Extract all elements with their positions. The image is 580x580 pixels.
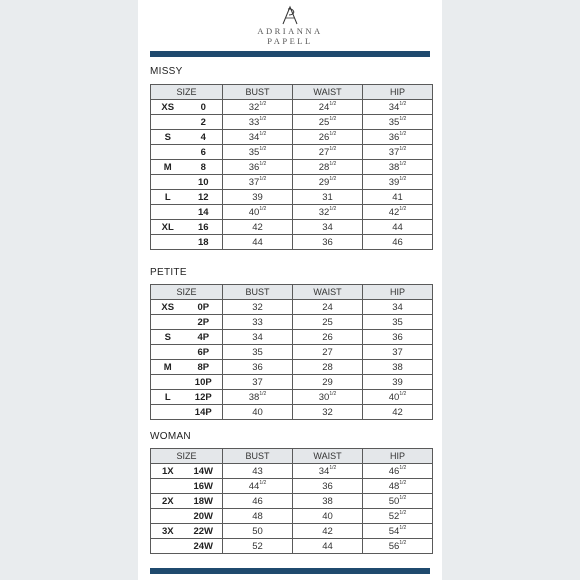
hip-fraction: 1/2 xyxy=(399,524,407,531)
bust-header: BUST xyxy=(223,285,293,300)
alpha-size-cell: 3X xyxy=(151,524,185,539)
waist-fraction: 1/2 xyxy=(329,100,337,107)
bust-value: 38 xyxy=(248,391,260,403)
hip-header: HIP xyxy=(363,449,433,464)
waist-cell xyxy=(293,464,363,479)
waist-cell xyxy=(293,205,363,220)
bust-cell xyxy=(223,509,293,524)
waist-value: 34 xyxy=(322,221,333,233)
bust-value: 32 xyxy=(252,301,263,313)
size-table-petite xyxy=(150,284,433,420)
bust-cell xyxy=(223,375,293,390)
alpha-size-cell xyxy=(151,315,185,330)
bust-value: 32 xyxy=(248,101,260,113)
alpha-size-cell xyxy=(151,479,185,494)
table-row xyxy=(151,205,433,220)
bust-value: 36 xyxy=(248,161,260,173)
bust-value: 33 xyxy=(252,316,263,328)
table-row xyxy=(151,390,433,405)
hip-value: 56 xyxy=(388,540,400,552)
bust-cell xyxy=(223,539,293,554)
bust-value: 44 xyxy=(248,480,260,492)
bust-value: 48 xyxy=(252,510,263,522)
bust-value: 46 xyxy=(252,495,263,507)
waist-value: 40 xyxy=(322,510,333,522)
hip-value: 46 xyxy=(392,236,403,248)
numeric-size-cell: 18W xyxy=(185,494,223,509)
hip-cell xyxy=(363,175,433,190)
bust-header: BUST xyxy=(223,85,293,100)
bust-value: 33 xyxy=(248,116,260,128)
hip-cell xyxy=(363,220,433,235)
hip-cell xyxy=(363,360,433,375)
alpha-size-cell xyxy=(151,539,185,554)
hip-value: 35 xyxy=(392,316,403,328)
hip-value: 42 xyxy=(392,406,403,418)
hip-cell xyxy=(363,160,433,175)
bust-value: 34 xyxy=(252,331,263,343)
table-row xyxy=(151,235,433,250)
section-title-woman: WOMAN xyxy=(150,431,191,442)
waist-cell xyxy=(293,360,363,375)
bust-cell xyxy=(223,464,293,479)
bust-fraction: 1/2 xyxy=(259,100,267,107)
bust-cell xyxy=(223,220,293,235)
bust-fraction: 1/2 xyxy=(259,390,267,397)
numeric-size-cell: 16 xyxy=(185,220,223,235)
top-divider-bar xyxy=(150,51,430,57)
hip-header: HIP xyxy=(363,285,433,300)
table-row xyxy=(151,100,433,115)
hip-cell xyxy=(363,405,433,420)
waist-value: 36 xyxy=(322,236,333,248)
waist-value: 32 xyxy=(322,406,333,418)
numeric-size-cell: 14P xyxy=(185,405,223,420)
hip-fraction: 1/2 xyxy=(399,115,407,122)
bust-cell xyxy=(223,345,293,360)
bust-cell xyxy=(223,300,293,315)
table-row xyxy=(151,360,433,375)
alpha-size-cell xyxy=(151,145,185,160)
alpha-size-cell xyxy=(151,509,185,524)
alpha-size-cell: S xyxy=(151,330,185,345)
bust-fraction: 1/2 xyxy=(259,160,267,167)
alpha-size-cell xyxy=(151,205,185,220)
hip-value: 48 xyxy=(388,480,400,492)
hip-fraction: 1/2 xyxy=(399,130,407,137)
alpha-size-cell: 1X xyxy=(151,464,185,479)
waist-cell xyxy=(293,375,363,390)
waist-cell xyxy=(293,235,363,250)
waist-fraction: 1/2 xyxy=(329,130,337,137)
hip-fraction: 1/2 xyxy=(399,494,407,501)
numeric-size-cell: 20W xyxy=(185,509,223,524)
alpha-size-cell xyxy=(151,405,185,420)
table-row xyxy=(151,315,433,330)
bust-value: 35 xyxy=(252,346,263,358)
waist-cell xyxy=(293,100,363,115)
waist-value: 29 xyxy=(322,376,333,388)
waist-value: 28 xyxy=(322,361,333,373)
bust-cell xyxy=(223,479,293,494)
waist-value: 24 xyxy=(318,101,330,113)
size-header: SIZE xyxy=(151,85,223,100)
hip-value: 34 xyxy=(388,101,400,113)
bust-value: 35 xyxy=(248,146,260,158)
waist-cell xyxy=(293,479,363,494)
alpha-size-cell: L xyxy=(151,390,185,405)
table-row xyxy=(151,345,433,360)
table-row xyxy=(151,524,433,539)
hip-cell xyxy=(363,494,433,509)
table-row xyxy=(151,405,433,420)
bust-cell xyxy=(223,190,293,205)
waist-value: 44 xyxy=(322,540,333,552)
waist-value: 28 xyxy=(318,161,330,173)
waist-value: 29 xyxy=(318,176,330,188)
bust-fraction: 1/2 xyxy=(259,115,267,122)
numeric-size-cell: 14W xyxy=(185,464,223,479)
waist-cell xyxy=(293,405,363,420)
waist-value: 38 xyxy=(322,495,333,507)
bust-value: 34 xyxy=(248,131,260,143)
hip-value: 38 xyxy=(388,161,400,173)
size-header: SIZE xyxy=(151,449,223,464)
alpha-size-cell xyxy=(151,175,185,190)
numeric-size-cell: 12P xyxy=(185,390,223,405)
waist-value: 25 xyxy=(322,316,333,328)
table-row xyxy=(151,300,433,315)
alpha-size-cell xyxy=(151,115,185,130)
waist-cell xyxy=(293,330,363,345)
bust-value: 37 xyxy=(248,176,260,188)
bust-value: 37 xyxy=(252,376,263,388)
bust-fraction: 1/2 xyxy=(259,479,267,486)
numeric-size-cell: 10 xyxy=(185,175,223,190)
table-row xyxy=(151,464,433,479)
bust-cell xyxy=(223,205,293,220)
monogram-icon xyxy=(279,4,301,26)
hip-value: 35 xyxy=(388,116,400,128)
bust-value: 40 xyxy=(252,406,263,418)
size-table-woman xyxy=(150,448,433,554)
alpha-size-cell: XS xyxy=(151,300,185,315)
brand-logo xyxy=(138,4,442,50)
hip-header: HIP xyxy=(363,85,433,100)
table-row xyxy=(151,509,433,524)
table-row xyxy=(151,160,433,175)
alpha-size-cell: XL xyxy=(151,220,185,235)
bust-cell xyxy=(223,130,293,145)
hip-cell xyxy=(363,190,433,205)
size-chart-page xyxy=(138,0,442,580)
table-header-row xyxy=(151,285,433,300)
bust-value: 40 xyxy=(248,206,260,218)
bust-fraction: 1/2 xyxy=(259,130,267,137)
bust-value: 50 xyxy=(252,525,263,537)
waist-fraction: 1/2 xyxy=(329,145,337,152)
table-row xyxy=(151,539,433,554)
waist-cell xyxy=(293,300,363,315)
hip-cell xyxy=(363,375,433,390)
hip-cell xyxy=(363,390,433,405)
hip-value: 42 xyxy=(388,206,400,218)
hip-fraction: 1/2 xyxy=(399,145,407,152)
waist-header: WAIST xyxy=(293,85,363,100)
waist-cell xyxy=(293,220,363,235)
numeric-size-cell: 6 xyxy=(185,145,223,160)
bust-value: 42 xyxy=(252,221,263,233)
hip-fraction: 1/2 xyxy=(399,160,407,167)
numeric-size-cell: 2P xyxy=(185,315,223,330)
bust-cell xyxy=(223,405,293,420)
waist-value: 30 xyxy=(318,391,330,403)
numeric-size-cell: 2 xyxy=(185,115,223,130)
numeric-size-cell: 0P xyxy=(185,300,223,315)
hip-cell xyxy=(363,524,433,539)
numeric-size-cell: 4P xyxy=(185,330,223,345)
waist-value: 26 xyxy=(322,331,333,343)
hip-fraction: 1/2 xyxy=(399,175,407,182)
numeric-size-cell: 16W xyxy=(185,479,223,494)
bust-cell xyxy=(223,175,293,190)
hip-cell xyxy=(363,115,433,130)
waist-value: 27 xyxy=(318,146,330,158)
bust-fraction: 1/2 xyxy=(259,205,267,212)
hip-cell xyxy=(363,479,433,494)
hip-cell xyxy=(363,509,433,524)
waist-cell xyxy=(293,390,363,405)
hip-fraction: 1/2 xyxy=(399,464,407,471)
size-header: SIZE xyxy=(151,285,223,300)
waist-value: 24 xyxy=(322,301,333,313)
waist-value: 26 xyxy=(318,131,330,143)
waist-cell xyxy=(293,345,363,360)
numeric-size-cell: 6P xyxy=(185,345,223,360)
alpha-size-cell xyxy=(151,345,185,360)
waist-header: WAIST xyxy=(293,285,363,300)
numeric-size-cell: 10P xyxy=(185,375,223,390)
hip-cell xyxy=(363,345,433,360)
hip-cell xyxy=(363,315,433,330)
numeric-size-cell: 12 xyxy=(185,190,223,205)
bottom-divider-bar xyxy=(150,568,430,574)
hip-value: 52 xyxy=(388,510,400,522)
table-row xyxy=(151,494,433,509)
bust-fraction: 1/2 xyxy=(259,145,267,152)
bust-value: 52 xyxy=(252,540,263,552)
hip-fraction: 1/2 xyxy=(399,100,407,107)
hip-cell xyxy=(363,145,433,160)
bust-header: BUST xyxy=(223,449,293,464)
numeric-size-cell: 14 xyxy=(185,205,223,220)
hip-cell xyxy=(363,464,433,479)
waist-fraction: 1/2 xyxy=(329,160,337,167)
alpha-size-cell: S xyxy=(151,130,185,145)
bust-cell xyxy=(223,145,293,160)
alpha-size-cell: 2X xyxy=(151,494,185,509)
hip-cell xyxy=(363,235,433,250)
table-row xyxy=(151,145,433,160)
hip-value: 34 xyxy=(392,301,403,313)
waist-cell xyxy=(293,315,363,330)
bust-fraction: 1/2 xyxy=(259,175,267,182)
bust-cell xyxy=(223,330,293,345)
bust-cell xyxy=(223,100,293,115)
waist-cell xyxy=(293,494,363,509)
hip-fraction: 1/2 xyxy=(399,390,407,397)
waist-cell xyxy=(293,130,363,145)
bust-value: 39 xyxy=(252,191,263,203)
waist-header: WAIST xyxy=(293,449,363,464)
hip-value: 37 xyxy=(392,346,403,358)
numeric-size-cell: 18 xyxy=(185,235,223,250)
hip-fraction: 1/2 xyxy=(399,479,407,486)
hip-value: 54 xyxy=(388,525,400,537)
table-row xyxy=(151,130,433,145)
hip-value: 37 xyxy=(388,146,400,158)
numeric-size-cell: 0 xyxy=(185,100,223,115)
alpha-size-cell: M xyxy=(151,160,185,175)
waist-cell xyxy=(293,539,363,554)
bust-cell xyxy=(223,160,293,175)
hip-fraction: 1/2 xyxy=(399,539,407,546)
waist-value: 36 xyxy=(322,480,333,492)
table-header-row xyxy=(151,449,433,464)
hip-value: 36 xyxy=(388,131,400,143)
waist-cell xyxy=(293,115,363,130)
hip-cell xyxy=(363,330,433,345)
table-row xyxy=(151,375,433,390)
table-row xyxy=(151,115,433,130)
bust-cell xyxy=(223,494,293,509)
waist-value: 27 xyxy=(322,346,333,358)
table-row xyxy=(151,220,433,235)
hip-value: 46 xyxy=(388,465,400,477)
waist-cell xyxy=(293,145,363,160)
table-row xyxy=(151,175,433,190)
waist-value: 31 xyxy=(322,191,333,203)
numeric-size-cell: 22W xyxy=(185,524,223,539)
hip-cell xyxy=(363,539,433,554)
alpha-size-cell xyxy=(151,375,185,390)
hip-value: 41 xyxy=(392,191,403,203)
waist-value: 32 xyxy=(318,206,330,218)
waist-fraction: 1/2 xyxy=(329,464,337,471)
hip-value: 50 xyxy=(388,495,400,507)
bust-value: 36 xyxy=(252,361,263,373)
bust-cell xyxy=(223,524,293,539)
hip-value: 39 xyxy=(392,376,403,388)
alpha-size-cell: L xyxy=(151,190,185,205)
alpha-size-cell xyxy=(151,235,185,250)
brand-name-line2: PAPELL xyxy=(267,36,313,46)
hip-value: 39 xyxy=(388,176,400,188)
waist-cell xyxy=(293,524,363,539)
table-row xyxy=(151,190,433,205)
table-row xyxy=(151,330,433,345)
waist-cell xyxy=(293,160,363,175)
alpha-size-cell: XS xyxy=(151,100,185,115)
waist-cell xyxy=(293,509,363,524)
hip-value: 38 xyxy=(392,361,403,373)
bust-cell xyxy=(223,235,293,250)
alpha-size-cell: M xyxy=(151,360,185,375)
hip-fraction: 1/2 xyxy=(399,509,407,516)
waist-cell xyxy=(293,190,363,205)
hip-cell xyxy=(363,205,433,220)
bust-cell xyxy=(223,115,293,130)
hip-value: 44 xyxy=(392,221,403,233)
hip-value: 36 xyxy=(392,331,403,343)
hip-cell xyxy=(363,300,433,315)
table-header-row xyxy=(151,85,433,100)
waist-value: 25 xyxy=(318,116,330,128)
hip-cell xyxy=(363,130,433,145)
section-title-petite: PETITE xyxy=(150,267,187,278)
bust-value: 44 xyxy=(252,236,263,248)
waist-fraction: 1/2 xyxy=(329,205,337,212)
waist-value: 34 xyxy=(318,465,330,477)
bust-cell xyxy=(223,315,293,330)
numeric-size-cell: 8 xyxy=(185,160,223,175)
table-row xyxy=(151,479,433,494)
numeric-size-cell: 4 xyxy=(185,130,223,145)
waist-fraction: 1/2 xyxy=(329,115,337,122)
brand-name-line1: ADRIANNA xyxy=(257,26,323,36)
hip-fraction: 1/2 xyxy=(399,205,407,212)
section-title-missy: MISSY xyxy=(150,66,183,77)
waist-value: 42 xyxy=(322,525,333,537)
hip-cell xyxy=(363,100,433,115)
numeric-size-cell: 24W xyxy=(185,539,223,554)
waist-cell xyxy=(293,175,363,190)
bust-value: 43 xyxy=(252,465,263,477)
size-table-missy xyxy=(150,84,433,250)
numeric-size-cell: 8P xyxy=(185,360,223,375)
bust-cell xyxy=(223,390,293,405)
bust-cell xyxy=(223,360,293,375)
hip-value: 40 xyxy=(388,391,400,403)
waist-fraction: 1/2 xyxy=(329,175,337,182)
waist-fraction: 1/2 xyxy=(329,390,337,397)
